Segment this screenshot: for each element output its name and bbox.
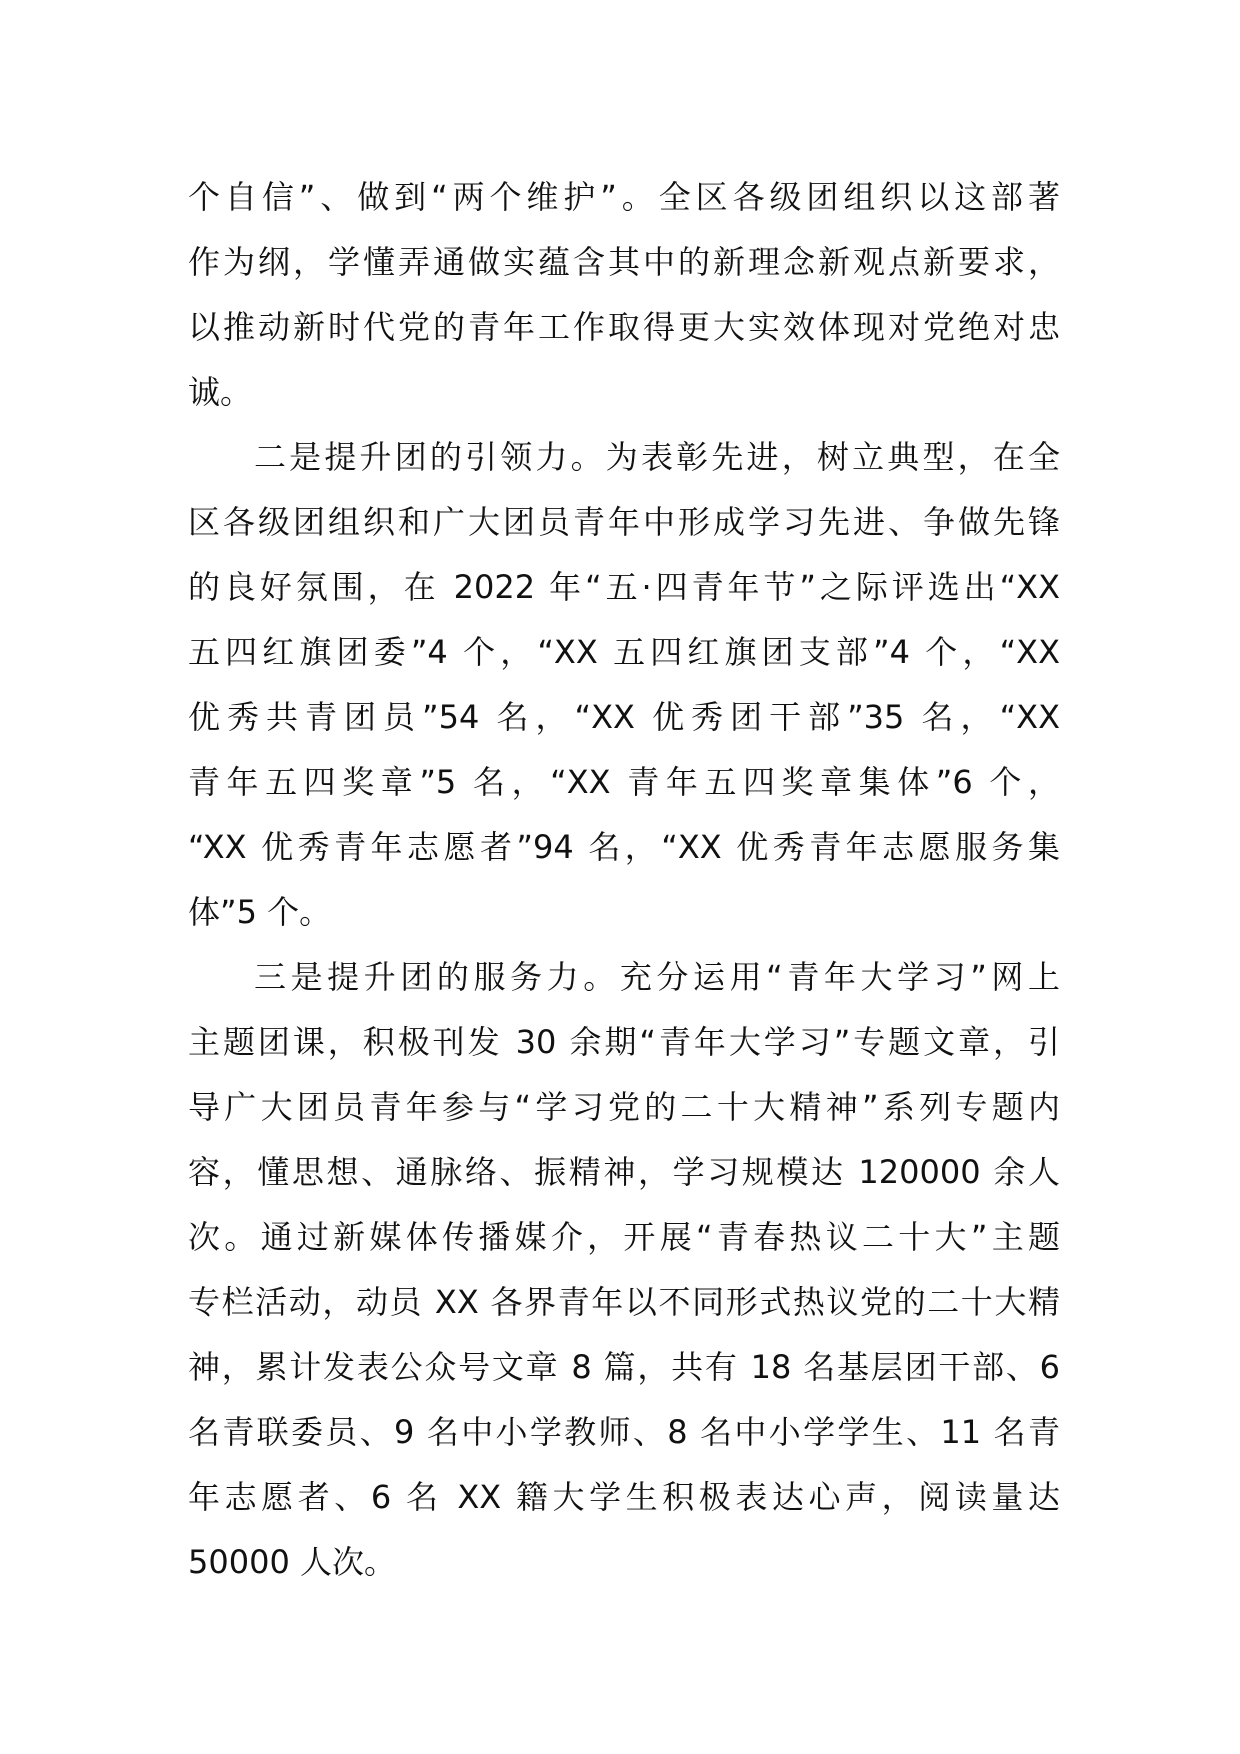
text-line: 体”5 个。 <box>188 893 332 931</box>
text-line: 以推动新时代党的青年工作取得更大实效体现对党绝对忠 <box>188 308 1060 346</box>
paragraph-continuation <box>188 165 1060 425</box>
text-line: 专栏活动，动员 XX 各界青年以不同形式热议党的二十大精 <box>188 1283 1060 1321</box>
text-line: 青年五四奖章”5 名，“XX 青年五四奖章集体”6 个， <box>188 763 1060 801</box>
paragraph-leadership <box>188 425 1060 945</box>
text-line: 三是提升团的服务力。充分运用“青年大学习”网上 <box>254 958 1060 996</box>
text-line: 次。通过新媒体传播媒介，开展“青春热议二十大”主题 <box>188 1218 1060 1256</box>
text-line: 年志愿者、6 名 XX 籍大学生积极表达心声，阅读量达 <box>188 1478 1060 1516</box>
text-line: “XX 优秀青年志愿者”94 名，“XX 优秀青年志愿服务集 <box>188 828 1060 866</box>
document-body <box>188 165 1060 1595</box>
text-line: 五四红旗团委”4 个，“XX 五四红旗团支部”4 个，“XX <box>188 633 1060 671</box>
text-line: 区各级团组织和广大团员青年中形成学习先进、争做先锋 <box>188 503 1060 541</box>
text-line: 主题团课，积极刊发 30 余期“青年大学习”专题文章，引 <box>188 1023 1060 1061</box>
text-line: 名青联委员、9 名中小学教师、8 名中小学学生、11 名青 <box>188 1413 1060 1451</box>
text-line: 导广大团员青年参与“学习党的二十大精神”系列专题内 <box>188 1088 1060 1126</box>
text-line: 的良好氛围，在 2022 年“五·四青年节”之际评选出“XX <box>188 568 1060 606</box>
text-line: 神，累计发表公众号文章 8 篇，共有 18 名基层团干部、6 <box>188 1348 1060 1386</box>
text-line: 个自信”、做到“两个维护”。全区各级团组织以这部著 <box>188 178 1060 216</box>
text-line: 优秀共青团员”54 名，“XX 优秀团干部”35 名，“XX <box>188 698 1060 736</box>
text-line: 50000 人次。 <box>188 1543 396 1581</box>
paragraph-service <box>188 945 1060 1595</box>
text-line: 二是提升团的引领力。为表彰先进，树立典型，在全 <box>254 438 1060 476</box>
text-line: 作为纲，学懂弄通做实蕴含其中的新理念新观点新要求， <box>188 243 1060 281</box>
text-line: 容，懂思想、通脉络、振精神，学习规模达 120000 余人 <box>188 1153 1060 1191</box>
text-line: 诚。 <box>188 373 253 411</box>
